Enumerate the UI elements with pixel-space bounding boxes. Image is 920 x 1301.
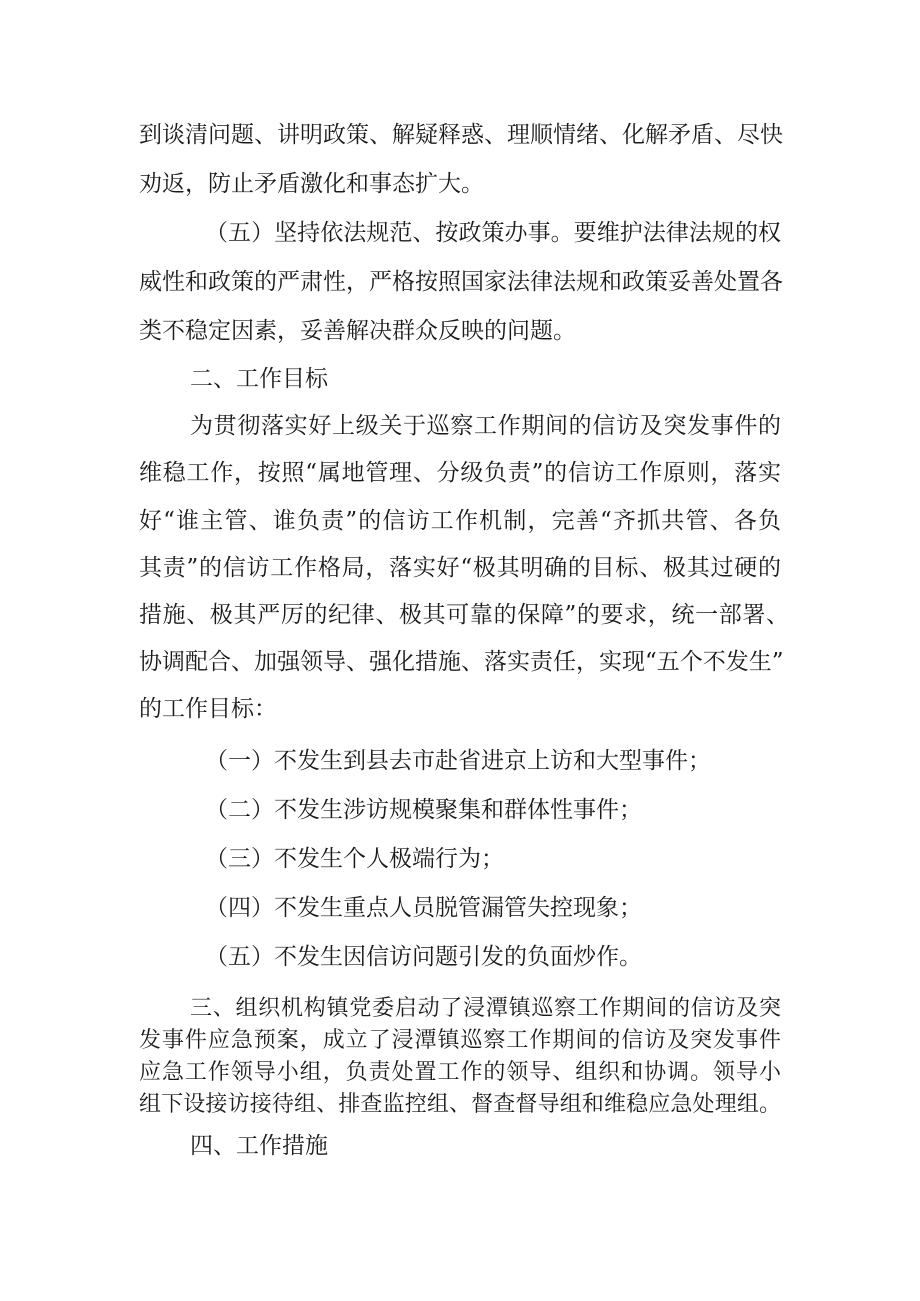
section-three-line-4: 组下设接访接待组、排查监控组、督查督导组和维稳应急处理组。 [139, 1092, 781, 1117]
goal-item-4: （四）不发生重点人员脱管漏管失控现象； [205, 895, 642, 921]
goal-item-3: （三）不发生个人极端行为； [205, 846, 504, 872]
principle-five-line-3: 类不稳定因素，妥善解决群众反映的问题。 [139, 318, 576, 344]
section-two-line-2: 维稳工作，按照“属地管理、分级负责”的信访工作原则，落实 [139, 460, 781, 486]
goal-item-2: （二）不发生涉访规模聚集和群体性事件； [205, 797, 642, 823]
section-two-heading: 二、工作目标 [190, 366, 328, 392]
section-three-line-2: 发事件应急预案，成立了浸潭镇巡察工作期间的信访及突发事件 [139, 1028, 781, 1053]
principle-five-line-2: 威性和政策的严肃性，严格按照国家法律法规和政策妥善处置各 [139, 269, 783, 295]
principle-five-line-1: （五）坚持依法规范、按政策办事。要维护法律法规的权 [205, 220, 781, 246]
section-three-line-1: 三、组织机构镇党委启动了浸潭镇巡察工作期间的信访及突 [190, 996, 781, 1021]
goal-item-1: （一）不发生到县去市赴省进京上访和大型事件； [205, 748, 711, 774]
section-two-line-1: 为贯彻落实好上级关于巡察工作期间的信访及突发事件的 [190, 413, 781, 439]
section-four-heading: 四、工作措施 [190, 1133, 328, 1159]
section-two-line-6: 协调配合、加强领导、强化措施、落实责任，实现“五个不发生” [139, 649, 784, 675]
section-two-line-4: 其责”的信访工作格局，落实好“极其明确的目标、极其过硬的 [139, 555, 781, 581]
section-two-line-7: 的工作目标： [139, 696, 277, 722]
section-two-line-3: 好“谁主管、谁负责”的信访工作机制，完善“齐抓共管、各负 [139, 508, 781, 534]
section-three-line-3: 应急工作领导小组，负责处置工作的领导、组织和协调。领导小 [139, 1060, 781, 1085]
intro-line-1: 到谈清问题、讲明政策、解疑释惑、理顺情绪、化解矛盾、尽快 [139, 122, 783, 148]
intro-line-2: 劝返，防止矛盾激化和事态扩大。 [139, 171, 484, 197]
goal-item-5: （五）不发生因信访问题引发的负面炒作。 [205, 944, 642, 970]
section-two-line-5: 措施、极其严厉的纪律、极其可靠的保障”的要求，统一部署、 [139, 602, 789, 628]
